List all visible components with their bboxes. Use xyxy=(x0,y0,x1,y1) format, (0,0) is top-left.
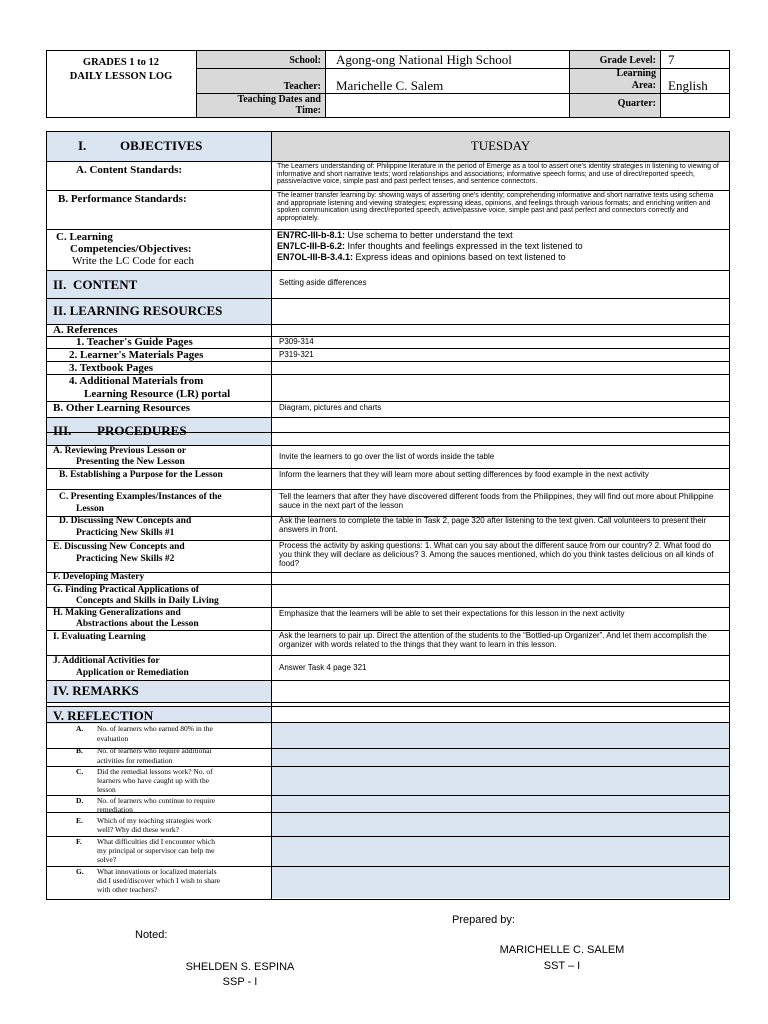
teacher-value: Marichelle C. Salem xyxy=(336,78,444,93)
school-label: School: xyxy=(289,55,321,66)
procedure-value: Answer Task 4 page 321 xyxy=(279,663,367,672)
preparer-title: SST – I xyxy=(543,960,581,972)
other-resources-label: B. Other Learning Resources xyxy=(53,402,191,414)
reflection-text: well? Why did these work? xyxy=(97,825,179,834)
procedure-label: Practicing New Skills #2 xyxy=(76,554,175,564)
procedure-value: Ask the learners to complete the table in Task 2, page 320 after listening to the text given. Call volunteers to present their answers in front. xyxy=(279,516,707,534)
performance-standards-label: B. Performance Standards: xyxy=(58,193,187,205)
prepared-by-label: Prepared by: xyxy=(452,914,515,926)
competencies-label-2: Competencies/Objectives: xyxy=(70,243,192,255)
procedure-value: Invite the learners to go over the list of words inside the table xyxy=(279,452,495,461)
procedure-label: F. Developing Mastery xyxy=(53,572,145,582)
reflection-text: No. of learners who earned 80% in the xyxy=(97,724,213,733)
dates-label-1: Teaching Dates and xyxy=(237,94,321,105)
content-standards-value: The Learners understanding of: Philippine literature in the period of Emerge as a tool to assert one's identity strategies in listening to viewing of informative and short narrative texts; word relationships and associations; informative speech forms; and use of direct/reported speech, passive/active voice, simple past and past perfect tenses, and sentence connectors. xyxy=(277,163,719,186)
content-value: Setting aside differences xyxy=(279,278,367,287)
procedure-label: B. Establishing a Purpose for the Lesson xyxy=(59,470,223,480)
reflection-text: activities for remediation xyxy=(97,756,173,765)
grade-value: 7 xyxy=(668,52,675,67)
procedure-label: Concepts and Skills in Daily Living xyxy=(76,596,219,606)
reflection-text: What difficulties did I encounter which xyxy=(97,837,215,846)
noter-name: SHELDEN S. ESPINA xyxy=(185,961,295,973)
area-label-2: Area: xyxy=(631,80,656,91)
content-num: II. xyxy=(53,277,67,292)
procedure-label: Presenting the New Lesson xyxy=(76,457,185,467)
reflection-letter: G. xyxy=(76,867,84,876)
reflection-text: What innovations or localized materials xyxy=(97,867,217,876)
reflection-letter: C. xyxy=(76,767,84,776)
tg-value: P309-314 xyxy=(279,337,314,346)
grade-label: Grade Level: xyxy=(599,55,656,66)
reflection-text: No. of learners who continue to require xyxy=(97,796,216,805)
procedure-label: D. Discussing New Concepts and xyxy=(59,516,192,526)
procedure-label: Practicing New Skills #1 xyxy=(76,528,175,538)
procedure-value: Inform the learners that they will learn more about setting differences by food example in the next activity xyxy=(279,470,649,479)
competencies-label-3: Write the LC Code for each xyxy=(72,255,195,267)
procedure-label: Application or Remediation xyxy=(76,668,189,678)
reflection-letter: D. xyxy=(76,796,84,805)
references-label: A. References xyxy=(53,324,118,336)
noter-title: SSP - I xyxy=(222,976,258,988)
teacher-label: Teacher: xyxy=(283,81,321,92)
reflection-text: No. of learners who require additional xyxy=(97,746,212,755)
performance-standards-value: The learner transfer learning by: showing ways of asserting one's identity; comprehending informative and short narrative texts using schema and appropriate listening and viewing strategies; expressing ideas, opinions, and feelings through various formats; and enriching written and spoken communication using direct/reported speech, active/passive voice, simple past and past perfect and connectors correctly and appropriately. xyxy=(277,192,714,223)
reflection-text: did I used/discover which I wish to share xyxy=(97,876,221,885)
procedure-label: J. Additional Activities for xyxy=(53,656,160,666)
reflection-text: remediation xyxy=(97,805,133,814)
lm-label: 2. Learner's Materials Pages xyxy=(69,349,204,361)
reflection-text: solve? xyxy=(97,855,117,864)
lm-value: P319-321 xyxy=(279,350,314,359)
reflection-letter: E. xyxy=(76,816,83,825)
content-standards-label: A. Content Standards: xyxy=(76,164,183,176)
area-value: English xyxy=(668,78,708,93)
reflection-letter: A. xyxy=(76,724,84,733)
procedure-label: I. Evaluating Learning xyxy=(53,632,146,642)
remarks-heading: IV. REMARKS xyxy=(53,683,139,698)
competency-item: EN7RC-III-b-8.1: Use schema to better understand the text xyxy=(277,230,513,240)
dates-label-2: Time: xyxy=(295,105,321,116)
objectives-num: I. xyxy=(78,138,87,153)
reflection-text: my principal or supervisor can help me xyxy=(97,846,215,855)
reflection-text: evaluation xyxy=(97,734,129,743)
textbook-label: 3. Textbook Pages xyxy=(69,362,154,374)
tg-label: 1. Teacher's Guide Pages xyxy=(76,336,193,348)
additional-label-2: Learning Resource (LR) portal xyxy=(84,388,231,400)
procedure-value: Tell the learners that after they have discovered different foods from the Philippines, they will find out more about Philippine sauce in the next part of the lesson xyxy=(279,492,714,510)
reflection-text: Which of my teaching strategies work xyxy=(97,816,212,825)
procedure-label: G. Finding Practical Applications of xyxy=(53,585,199,595)
procedure-label: H. Making Generalizations and xyxy=(53,608,181,618)
reflection-heading: V. REFLECTION xyxy=(53,708,154,723)
additional-label-1: 4. Additional Materials from xyxy=(69,375,204,387)
quarter-label: Quarter: xyxy=(617,98,656,109)
log-title-line1: GRADES 1 to 12 xyxy=(82,57,160,68)
procedure-value: Emphasize that the learners will be able to set their expectations for this lesson in the next activity xyxy=(279,609,625,618)
procedures-num: III. xyxy=(53,423,72,438)
reflection-text: learners who have caught up with the xyxy=(97,776,210,785)
resources-heading: II. LEARNING RESOURCES xyxy=(53,303,223,318)
competency-item: EN7OL-III-B-3.4.1: Express ideas and opinions based on text listened to xyxy=(277,252,566,262)
noted-label: Noted: xyxy=(135,929,168,941)
day-heading: TUESDAY xyxy=(470,138,531,153)
procedure-label: E. Discussing New Concepts and xyxy=(53,542,185,552)
reflection-letter: B. xyxy=(76,746,83,755)
area-label-1: Learning xyxy=(616,68,656,79)
procedure-label: Abstractions about the Lesson xyxy=(76,619,199,629)
preparer-name: MARICHELLE C. SALEM xyxy=(499,944,625,956)
procedure-value: Ask the learners to pair up. Direct the attention of the students to the “Bottled-up Organizer”. And let them accomplish the organizer with words related to the things that they want to learn in this lesson. xyxy=(279,631,707,649)
log-title-line2: DAILY LESSON LOG xyxy=(69,71,173,82)
reflection-letter: F. xyxy=(76,837,82,846)
objectives-heading: OBJECTIVES xyxy=(120,138,203,153)
reflection-text: lesson xyxy=(97,785,116,794)
procedures-heading: PROCEDURES xyxy=(97,423,187,438)
reflection-text: Did the remedial lessons work? No. of xyxy=(97,767,213,776)
procedure-label: Lesson xyxy=(76,504,104,514)
procedure-value: Process the activity by asking questions: 1. What can you say about the different sauce from our country? 2. What food do you think they will declare as delicious? 3. Among the sauces mentioned, which do you think tastes delicious on all kinds of food? xyxy=(279,541,714,568)
reflection-text: with other teachers? xyxy=(97,885,158,894)
other-resources-value: Diagram, pictures and charts xyxy=(279,403,382,412)
procedure-label: C. Presenting Examples/Instances of the xyxy=(59,492,222,502)
school-value: Agong-ong National High School xyxy=(336,52,512,67)
competency-item: EN7LC-III-B-6.2: Infer thoughts and feelings expressed in the text listened to xyxy=(277,241,583,251)
procedure-label: A. Reviewing Previous Lesson or xyxy=(53,446,187,456)
competencies-label-1: C. Learning xyxy=(56,231,113,243)
content-heading: CONTENT xyxy=(73,277,138,292)
